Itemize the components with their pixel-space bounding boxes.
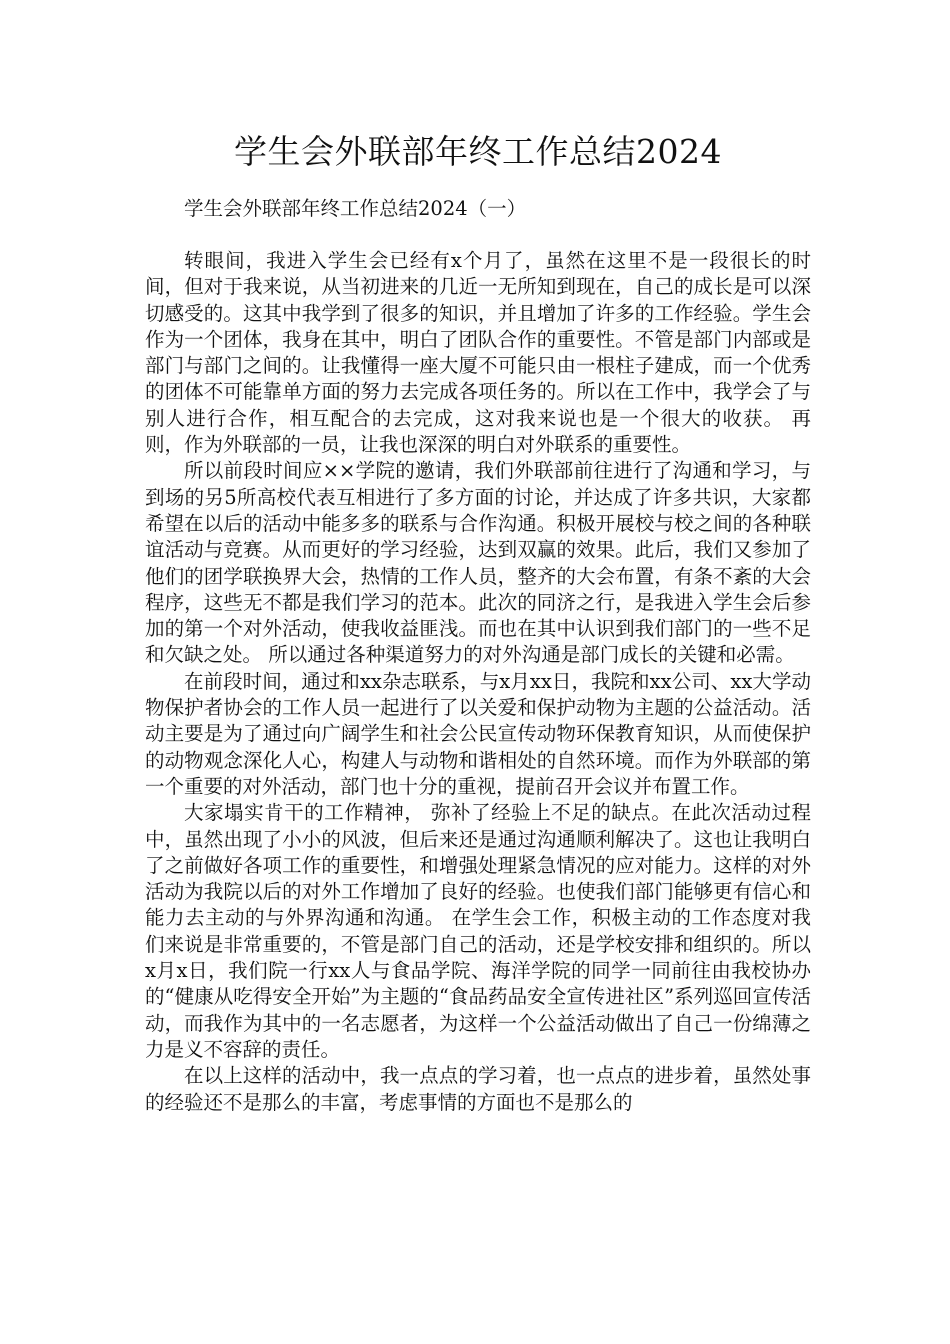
document-subtitle: 学生会外联部年终工作总结2024（一）: [184, 197, 527, 220]
document-page: [145, 128, 811, 1116]
paragraph-3: 在前段时间，通过和xx杂志联系，与x月xx日，我院和xx公司、xx大学动物保护者协会的工作人员一起进行了以关爱和保护动物为主题的公益活动。活动主要是为了通过向广阔学生和社会公民宣传动物环保教育知识，从而使保护的动物观念深化人心，构建人与动物和谐相处的自然环境。而作为外联部的第一个重要的对外活动，部门也十分的重视，提前召开会议并布置工作。: [145, 669, 811, 798]
document-title: 学生会外联部年终工作总结2024: [234, 132, 722, 171]
paragraph-2: 所以前段时间应××学院的邀请，我们外联部前往进行了沟通和学习，与到场的另5所高校代表互相进行了多方面的讨论，并达成了许多共识，大家都希望在以后的活动中能多多的联系与合作沟通。积极开展校与校之间的各种联谊活动与竞赛。从而更好的学习经验，达到双赢的效果。此后，我们又参加了他们的团学联换界大会，热情的工作人员，整齐的大会布置，有条不紊的大会程序，这些无不都是我们学习的范本。此次的同济之行，是我进入学生会后参加的第一个对外活动，使我收益匪浅。而也在其中认识到我们部门的一些不足和欠缺之处。 所以通过各种渠道努力的对外沟通是部门成长的关键和必需。: [145, 459, 811, 667]
paragraph-1: 转眼间，我进入学生会已经有x个月了，虽然在这里不是一段很长的时间，但对于我来说，从当初进来的几近一无所知到现在，自己的成长是可以深切感受的。这其中我学到了很多的知识，并且增加了许多的工作经验。学生会作为一个团体，我身在其中，明白了团队合作的重要性。不管是部门内部或是部门与部门之间的。让我懂得一座大厦不可能只由一根柱子建成，而一个优秀的团体不可能靠单方面的努力去完成各项任务的。所以在工作中，我学会了与别人进行合作，相互配合的去完成，这对我来说也是一个很大的收获。 再则，作为外联部的一员，让我也深深的明白对外联系的重要性。: [145, 249, 811, 457]
paragraph-4: 大家塌实肯干的工作精神， 弥补了经验上不足的缺点。在此次活动过程中，虽然出现了小小的风波，但后来还是通过沟通顺利解决了。这也让我明白了之前做好各项工作的重要性，和增强处理紧急情况的应对能力。这样的对外活动为我院以后的对外工作增加了良好的经验。也使我们部门能够更有信心和能力去主动的与外界沟通和沟通。 在学生会工作，积极主动的工作态度对我们来说是非常重要的，不管是部门自己的活动，还是学校安排和组织的。所以x月x日，我们院一行xx人与食品学院、海洋学院的同学一同前往由我校协办的“健康从吃得安全开始”为主题的“食品药品安全宣传进社区”系列巡回宣传活动，而我作为其中的一名志愿者，为这样一个公益活动做出了自己一份绵薄之力是义不容辞的责任。: [145, 801, 811, 1061]
paragraph-5: 在以上这样的活动中，我一点点的学习着，也一点点的进步着，虽然处事的经验还不是那么的丰富，考虑事情的方面也不是那么的: [145, 1064, 811, 1114]
